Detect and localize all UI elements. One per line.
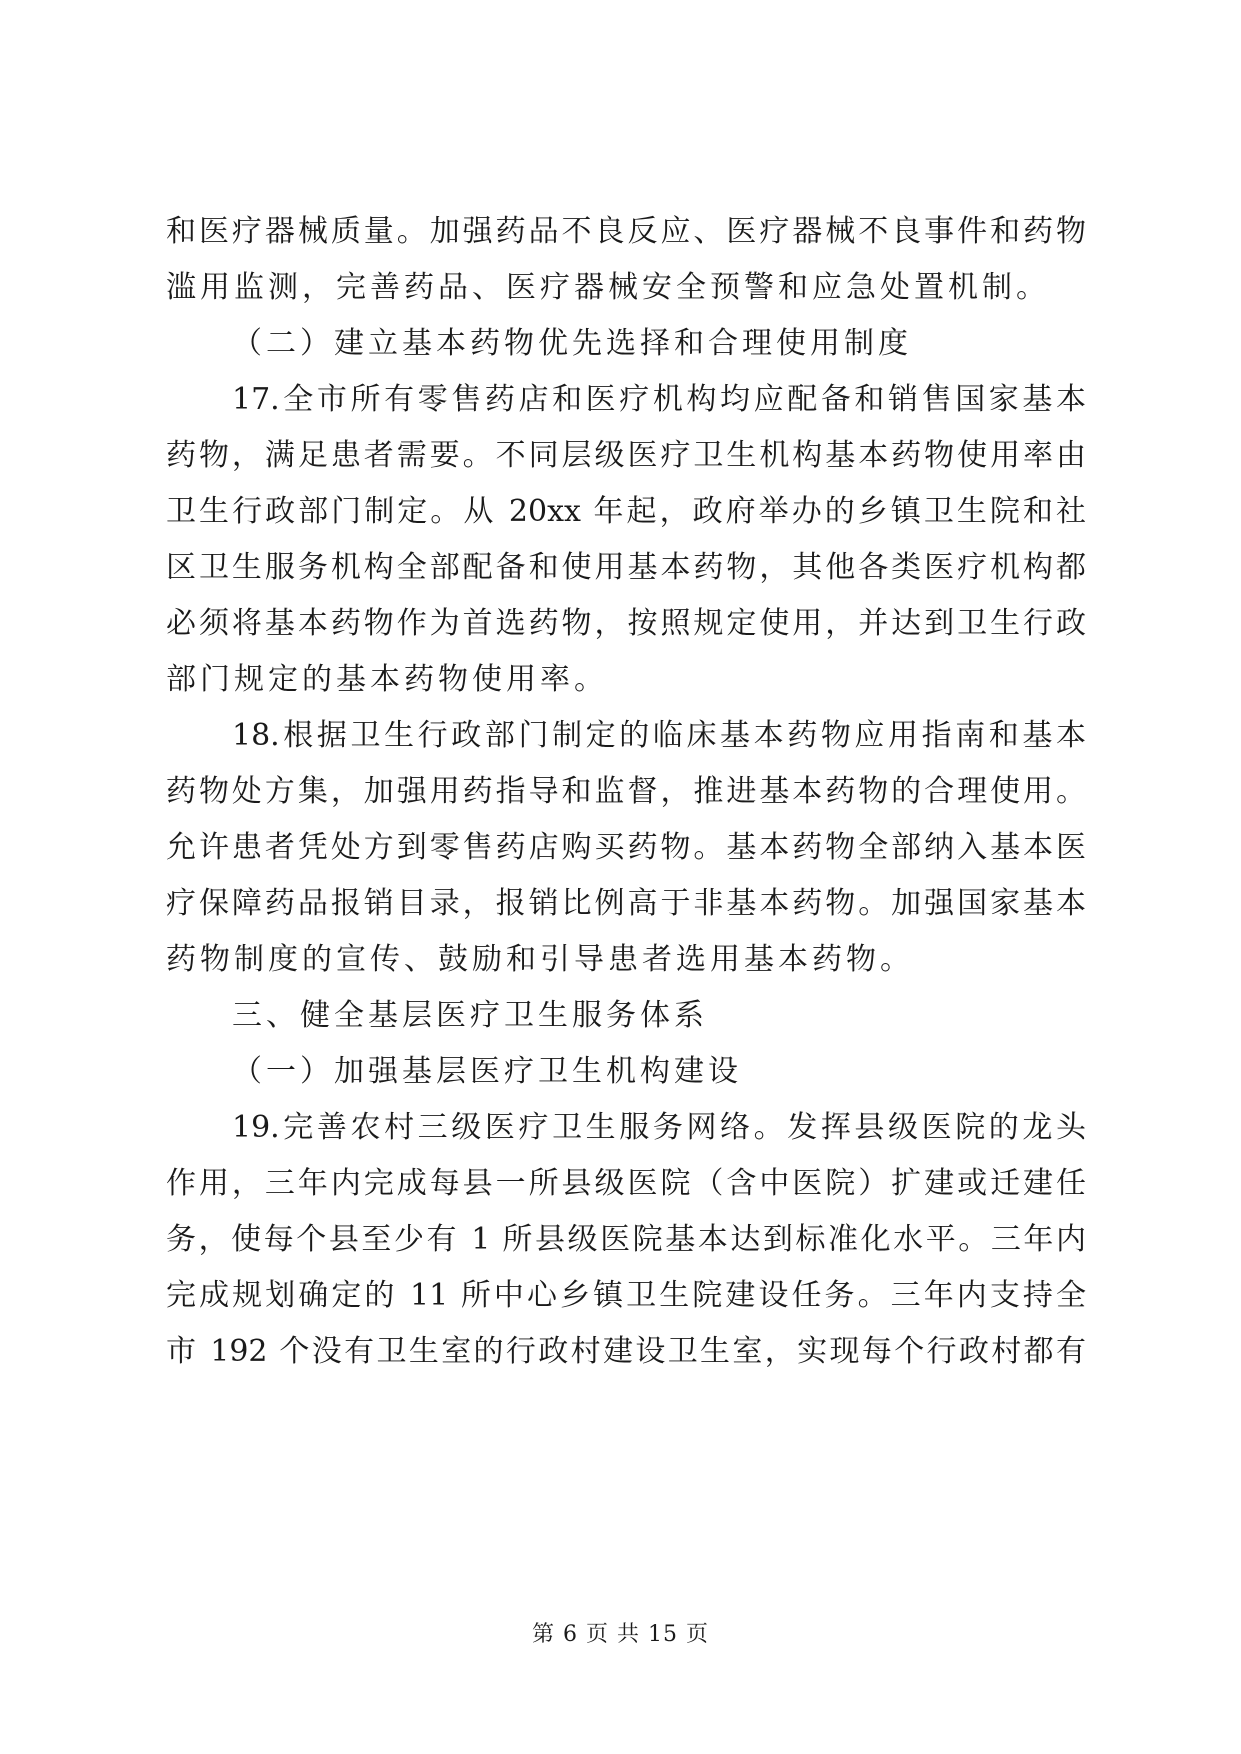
text-line: 滥用监测，完善药品、医疗器械安全预警和应急处置机制。: [166, 270, 1050, 305]
text-line: 药物制度的宣传、鼓励和引导患者选用基本药物。: [166, 942, 914, 977]
text-line: 作用，三年内完成每县一所县级医院（含中医院）扩建或迁建任: [166, 1166, 1086, 1201]
section-heading: （二）建立基本药物优先选择和合理使用制度: [232, 326, 912, 361]
text-line: 药物处方集，加强用药指导和监督，推进基本药物的合理使用。: [166, 774, 1086, 809]
text-line: 疗保障药品报销目录，报销比例高于非基本药物。加强国家基本: [166, 886, 1086, 921]
paragraph-start: 19.完善农村三级医疗卫生服务网络。发挥县级医院的龙头: [232, 1110, 1086, 1145]
text-line: 市 192 个没有卫生室的行政村建设卫生室，实现每个行政村都有: [166, 1334, 1086, 1369]
text-line: 和医疗器械质量。加强药品不良反应、医疗器械不良事件和药物: [166, 214, 1086, 249]
text-line: 部门规定的基本药物使用率。: [166, 662, 608, 697]
text-line: 允许患者凭处方到零售药店购买药物。基本药物全部纳入基本医: [166, 830, 1086, 865]
text-line: 务，使每个县至少有 1 所县级医院基本达到标准化水平。三年内: [166, 1222, 1086, 1257]
section-heading: 三、健全基层医疗卫生服务体系: [232, 998, 708, 1033]
text-line: 完成规划确定的 11 所中心乡镇卫生院建设任务。三年内支持全: [166, 1278, 1086, 1313]
paragraph-start: 17.全市所有零售药店和医疗机构均应配备和销售国家基本: [232, 382, 1086, 417]
paragraph-start: 18.根据卫生行政部门制定的临床基本药物应用指南和基本: [232, 718, 1086, 753]
text-line: 卫生行政部门制定。从 20xx 年起，政府举办的乡镇卫生院和社: [166, 494, 1086, 529]
page-number-footer: 第 6 页 共 15 页: [532, 1622, 709, 1647]
text-line: 药物，满足患者需要。不同层级医疗卫生机构基本药物使用率由: [166, 438, 1086, 473]
text-line: 区卫生服务机构全部配备和使用基本药物，其他各类医疗机构都: [166, 550, 1086, 585]
subsection-heading: （一）加强基层医疗卫生机构建设: [232, 1054, 742, 1089]
text-line: 必须将基本药物作为首选药物，按照规定使用，并达到卫生行政: [166, 606, 1086, 641]
